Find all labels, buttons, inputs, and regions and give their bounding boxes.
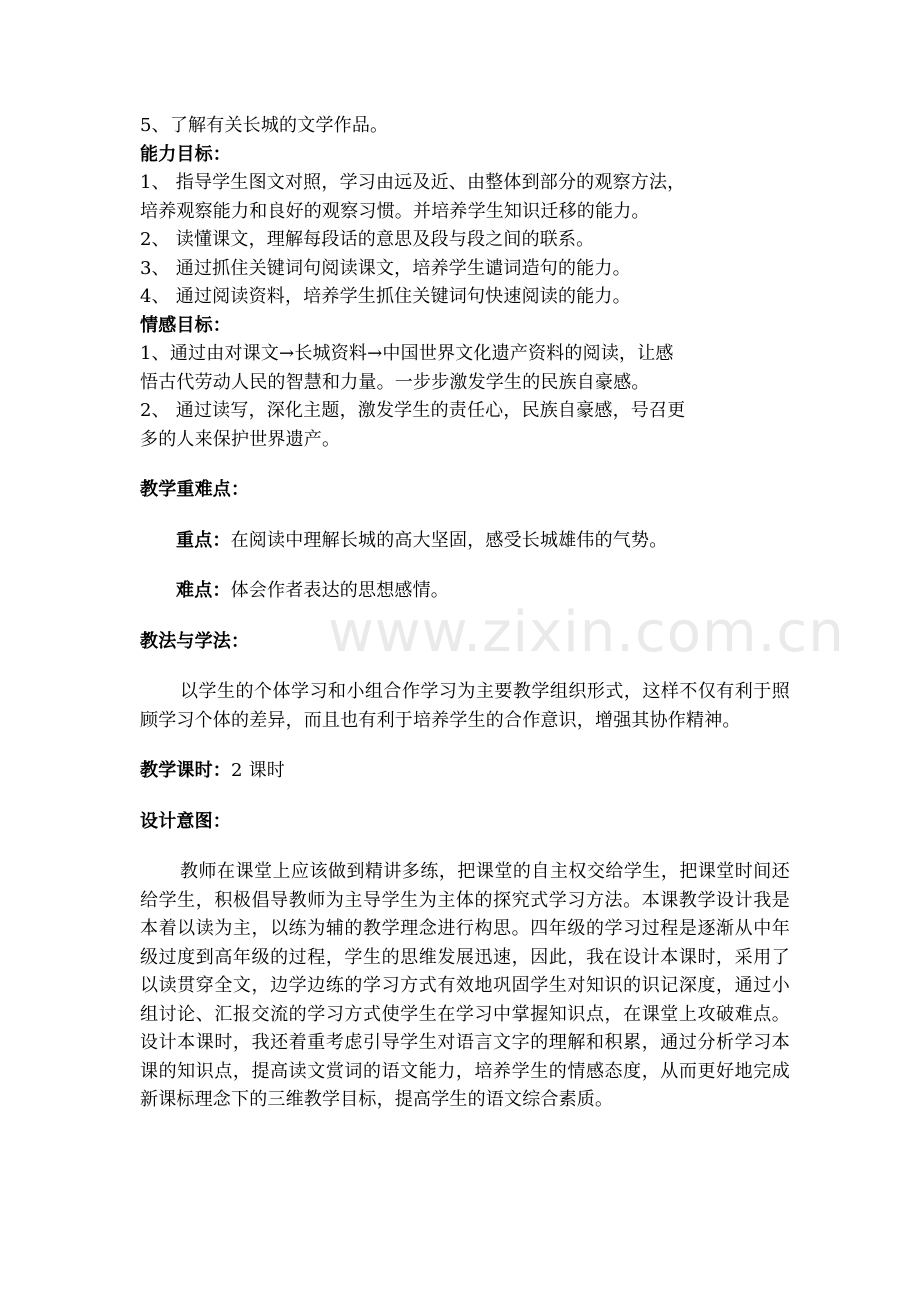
key-point xyxy=(140,527,790,556)
watermark: www.zixin.com.cn xyxy=(328,600,845,665)
ability-line: 4、 通过阅读资料，培养学生抓住关键词句快速阅读的能力。 xyxy=(140,286,631,307)
spacer xyxy=(140,656,790,678)
design-paragraph: 教师在课堂上应该做到精讲多练，把课堂的自主权交给学生，把课堂时间还给学生，积极倡导教师为主导学生为主体的探究式学习方法。本课教学设计我是本着以读为主，以练为辅的教学理念进行构思。四年级的学习过程是逐渐从中年级过度到高年级的过程，学生的思维发展迅速，因此，我在设计本课时，采用了以读贯穿全文，边学边练的学习方式有效地巩固学生对知识的识记深度，通过小组讨论、汇报交流的学习方式使学生在学习中掌握知识点，在课堂上攻破难点。设计本课时，我还着重考虑引导学生对语言文字的理解和积累，通过分析学习本课的知识点，提高读文赏词的语文能力，培养学生的情感态度，从而更好地完成新课标理念下的三维教学目标，提高学生的语文综合素质。 xyxy=(140,861,790,1110)
hard-point xyxy=(140,577,790,606)
class-hours-label: 教学课时： xyxy=(140,760,231,781)
hard-point-text: 体会作者表达的思想感情。 xyxy=(230,580,450,601)
spacer xyxy=(140,606,790,628)
emotion-line: 1、通过由对课文→长城资料→中国世界文化遗产资料的阅读，让感 xyxy=(140,343,674,364)
methods-heading: 教法与学法： xyxy=(140,630,250,652)
design-heading: 设计意图： xyxy=(140,810,231,832)
key-point-label: 重点： xyxy=(176,529,231,551)
document-page xyxy=(140,112,790,1115)
spacer xyxy=(140,454,790,476)
ability-line: 培养观察能力和良好的观察习惯。并培养学生知识迁移的能力。 xyxy=(140,200,650,222)
emotion-line: 2、 通过读写，深化主题，激发学生的责任心，民族自豪感，号召更 xyxy=(140,400,686,421)
emotion-line: 多的人来保护世界遗产。 xyxy=(140,428,341,450)
class-hours xyxy=(140,757,790,786)
class-hours-value: 2 课时 xyxy=(231,760,285,781)
emotion-line: 悟古代劳动人民的智慧和力量。一步步激发学生的民族自豪感。 xyxy=(140,371,650,393)
spacer xyxy=(140,836,790,858)
spacer xyxy=(140,555,790,577)
spacer xyxy=(140,735,790,757)
spacer xyxy=(140,505,790,527)
knowledge-item-5: 5、了解有关长城的文学作品。 xyxy=(140,115,389,136)
methods-paragraph: 以学生的个体学习和小组合作学习为主要教学组织形式，这样不仅有利于照顾学习个体的差异，而且也有利于培养学生的合作意识，增强其协作精神。 xyxy=(140,681,790,731)
difficulty-heading: 教学重难点： xyxy=(140,479,250,500)
spacer xyxy=(140,786,790,808)
emotion-heading: 情感目标： xyxy=(140,314,231,336)
ability-heading: 能力目标： xyxy=(140,143,231,165)
ability-line: 2、 读懂课文，理解每段话的意思及段与段之间的联系。 xyxy=(140,229,595,250)
hard-point-label: 难点： xyxy=(176,580,231,601)
ability-line: 1、 指导学生图文对照，学习由远及近、由整体到部分的观察方法， xyxy=(140,172,686,193)
key-point-text: 在阅读中理解长城的高大坚固，感受长城雄伟的气势。 xyxy=(230,529,668,551)
ability-line: 3、 通过抓住关键词句阅读课文，培养学生谴词造句的能力。 xyxy=(140,257,631,279)
